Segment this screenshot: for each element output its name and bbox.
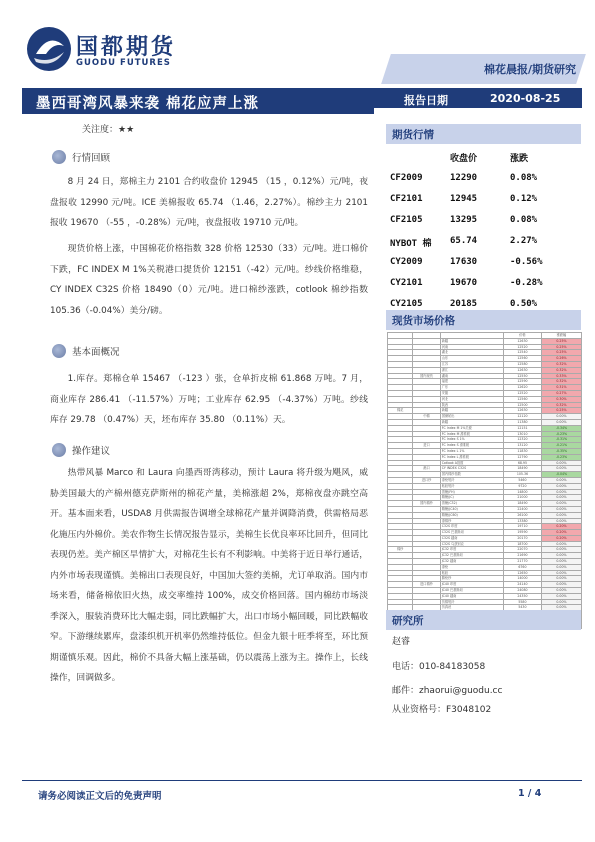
spot-name: FC Index S 滑准税 [440,443,503,449]
spot-name: CY INDEX C32S [440,466,503,472]
spot-val: 14800 [503,489,541,495]
spot-sub: 国内棉纱 [413,501,440,507]
section-advice-title: 操作建议 [72,446,111,457]
spot-val: 21770 [503,559,541,565]
attention-rating: 关注度：★★ [82,125,135,135]
spot-name: C32S 乌兹别克 [440,541,503,547]
spot-name: 浙江 [440,367,503,373]
futures-change: 0.08% [510,215,538,225]
spot-sub: 国内现货 [413,373,440,379]
spot-val: 12650 [503,570,541,576]
spot-chg: 0.00% [541,576,581,582]
spot-val: 20170 [503,535,541,541]
section-review-title: 行情回顾 [72,153,111,164]
spot-chg: 0.00% [541,483,581,489]
spot-chg: 0.25% [541,338,581,344]
spot-chg: 0.00% [541,559,581,565]
spot-val: 11380 [503,419,541,425]
spot-val: 5460 [503,477,541,483]
futures-row [386,273,581,295]
spot-chg: 0.20% [541,530,581,536]
spot-chg: 0.30% [541,396,581,402]
col-change: 涨跌 [510,154,529,164]
spot-sub: 进口纱 [413,477,440,483]
spot-cat: 棉花 [388,408,413,414]
spot-name: Cotlook A指数 [440,460,503,466]
spot-name: FC Index M 滑准税 [440,431,503,437]
spot-name: 普梳(FH) [440,489,503,495]
spot-chg: -0.34% [541,425,581,431]
spot-chg: 0.00% [541,518,581,524]
analyst-phone: 电话：010-84183058 [392,662,486,672]
spot-val: 19710 [503,524,541,530]
spot-price-table [387,332,582,629]
spot-val: 5430 [503,605,541,611]
spot-val: 24350 [503,593,541,599]
spot-chg: 0.00% [541,489,581,495]
spot-name: 湖南 [440,373,503,379]
date-value: 2020-08-25 [490,92,561,105]
spot-val: 12790 [503,454,541,460]
futures-row [386,189,581,211]
basic-paragraph: 1.库存。郑棉仓单 15467 （-123 ）张，仓单折皮棉 61.868 万吨。7 月，商业库存 286.41 （-11.57%）万吨；工业库存 62.95 （-4.37%）万吨。纱线库存 29.78 （0.47%）天，坯布库存 35.80 （0.11%）天。 [50,374,368,425]
futures-price: 12290 [450,173,478,183]
spot-name: 国内棉纱指数 [440,472,503,478]
spot-name: 涤棉纱 [440,518,503,524]
futures-price: 19670 [450,278,478,288]
spot-chg: 0.00% [541,477,581,483]
spot-chg: 0.00% [541,414,581,420]
spot-val: 12630 [503,367,541,373]
spot-chg: 0.00% [541,419,581,425]
spot-chg: 0.32% [541,379,581,385]
spot-chg: -0.31% [541,437,581,443]
spot-name: 粘胶短纤 [440,483,503,489]
spot-chg: 0.00% [541,588,581,594]
spot-name: JC32 越南 [440,559,503,565]
spot-val: 18490 [503,501,541,507]
spot-val: 21690 [503,553,541,559]
research-title: 研究所 [392,615,424,627]
futures-change: -0.28% [510,278,543,288]
spot-chg: 0.25% [541,350,581,356]
futures-name: CY2101 [390,278,423,288]
futures-name: CF2105 [390,215,423,225]
spot-chg: -0.04% [541,472,581,478]
spot-name: 山东 [440,356,503,362]
spot-name: C32S 巴基斯坦 [440,530,503,536]
spot-chg: -0.23% [541,454,581,460]
spot-name: 涤纶短纤 [440,477,503,483]
spot-val: 12580 [503,361,541,367]
spot-name: JC40 越南 [440,593,503,599]
spot-sub: 港口 [413,466,440,472]
spot-name: FC Index L 1% [440,448,503,454]
spot-val: 12560 [503,396,541,402]
spot-val: 12630 [503,408,541,414]
spot-name: FC Index L 滑准税 [440,454,503,460]
spot-val: 12151 [503,425,541,431]
spot-val: 13380 [503,518,541,524]
spot-header-cell: 价格 [503,333,541,339]
spot-chg: 0.00% [541,553,581,559]
spot-chg: 0.00% [541,506,581,512]
futures-row [386,252,581,274]
review-paragraph-2: 现货价格上涨，中国棉花价格指数 328 价格 12530（33）元/吨。进口棉价下跌，FC INDEX M 1%关税港口提货价 12151（-42）元/吨。纱线价格维稳，CY INDEX C32S 价格 18490（0）元/吨。进口棉纱涨跌，cotlook 棉纱指数 105.36（-0.04%）美分/磅。 [50,244,368,316]
spot-chg: 0.00% [541,460,581,466]
spot-chg: 0.27% [541,390,581,396]
spot-name: 河南 [440,344,503,350]
spot-val: 24140 [503,582,541,588]
bullet-icon [52,443,66,457]
section-review [52,150,110,164]
futures-name: CF2101 [390,194,423,204]
spot-name: 仿真丝 [440,605,503,611]
section-advice [52,443,110,457]
spot-chg: 0.00% [541,599,581,605]
spot-val: 12620 [503,385,541,391]
spot-sub: 进口棉纱 [413,582,440,588]
analyst-name: 赵睿 [392,637,411,647]
spot-name: 精梳(JC40) [440,506,503,512]
spot-chg: 0.00% [541,495,581,501]
review-paragraph-1: 8 月 24 日，郑棉主力 2101 合约收盘价 12945 （15 ，0.12%）元/吨，夜盘报收 12990 元/吨。ICE 美棉报收 65.74 （1.46，2.27%）。棉纱主力 2101 报收 19670 （-55 ，-0.28%）元/吨，夜盘报收 19710 元/吨。 [50,177,368,228]
spot-name: 普梳(C32) [440,501,503,507]
futures-name: NYBOT 棉 [390,239,432,249]
spot-chg: 0.25% [541,344,581,350]
logo-cn: 国都期货 [76,35,177,60]
spot-name: 河北 [440,396,503,402]
spot-chg: 0.20% [541,524,581,530]
spot-name: 精梳(JC60) [440,512,503,518]
analyst-email[interactable]: 邮件：zhaorui@guodu.cc [392,686,503,696]
futures-price: 20185 [450,299,478,309]
spot-sub: 中棉 [413,414,440,420]
spot-name: 新疆 [440,338,503,344]
spot-chg: -0.23% [541,431,581,437]
spot-val: 68.95 [503,460,541,466]
footer-disclaimer[interactable]: 请务必阅读正文后的免责声明 [38,791,162,802]
section-basic-title: 基本面概况 [72,347,120,358]
spot-val: 12590 [503,379,541,385]
spot-name: 腈纶纱 [440,576,503,582]
spot-val: 12520 [503,344,541,350]
spot-chg: 0.31% [541,385,581,391]
spot-val: 13010 [503,431,541,437]
research-header [386,610,581,630]
spot-chg: 0.00% [541,466,581,472]
spot-name: 广东 [440,385,503,391]
spot-chg: 0.33% [541,373,581,379]
spot-name: 江苏 [440,361,503,367]
spot-val: 24080 [503,588,541,594]
spot-name: 福建 [440,379,503,385]
spot-chg: 0.00% [541,547,581,553]
analyst-license: 从业资格号：F3048102 [392,705,492,715]
spot-name: FC Index S 1% [440,437,503,443]
spot-val: 22070 [503,547,541,553]
spot-val: 14000 [503,576,541,582]
spot-val: 22400 [503,506,541,512]
spot-name: 湖北 [440,350,503,356]
spot-val: 26100 [503,512,541,518]
spot-val: 12500 [503,402,541,408]
spot-val: 12120 [503,414,541,420]
futures-change: 2.27% [510,236,538,246]
advice-paragraph: 热带风暴 Marco 和 Laura 向墨西哥湾移动，预计 Laura 将升级为飓风，威胁美国最大的产棉州德克萨斯州的棉花产量，美棉涨超 2%，郑棉夜盘亦跳空高开。基本面来看，USDA8 月供需报告调增全球棉花产量并调降消费，供需格局恶化施压内外棉价。美农作物生长情况报告显示，美棉生长优良率环比回升，但同比表现仍差。美产棉区旱情扩大，对棉花生长有不利影响。中美将于近日举行通话，内外市场表现谨慎。美棉出口表现良好，中国加大签约美棉，尤订单取消。国内市场来看，储备棉依旧火热，成交率维持 100%，成交价格回落。国内棉纺市场淡季深入，服装消费环比大幅走弱，同比跌幅扩大，出口市场小幅回暖，同比跌幅收窄。下游继续累库，盘漆织机开机率仍然维持低位。但金九银十旺季将至，环比预期谨慎乐观。因此，棉价不具备大幅上涨基础，仍以震荡上涨为主。操作上，长线操作，回调做多。 [50,468,368,683]
spot-cat: 棉纱 [388,547,413,553]
spot-name: 仿棉短纤 [440,599,503,605]
spot-val: 12520 [503,390,541,396]
spot-header-cell: 涨跌幅 [541,333,581,339]
spot-val: 9720 [503,483,541,489]
spot-name: FC Index M 1%关税 [440,425,503,431]
spot-val: 21000 [503,495,541,501]
spot-name: C32S 印度 [440,524,503,530]
date-label: 报告日期 [404,94,448,107]
futures-price: 17630 [450,257,478,267]
spot-name: 新疆 [440,419,503,425]
spot-name: JC32 巴基斯坦 [440,553,503,559]
spot-val: 11830 [503,448,541,454]
page-title: 墨西哥湾风暴来袭 棉花应声上涨 [36,96,260,112]
spot-chg: 0.00% [541,593,581,599]
spot-chg: -0.21% [541,443,581,449]
footer-divider [22,780,582,781]
spot-name: 新疆 [440,408,503,414]
spot-name: 精梳(JC) [440,495,503,501]
spot-chg: 0.32% [541,361,581,367]
futures-change: 0.50% [510,299,538,309]
spot-chg: 0.00% [541,512,581,518]
spot-chg: 0.26% [541,356,581,362]
col-price: 收盘价 [450,154,478,164]
futures-header [386,124,581,144]
futures-name: CF2009 [390,173,423,183]
spot-val: 13120 [503,443,541,449]
spot-val: 12540 [503,350,541,356]
spot-val: 19590 [503,530,541,536]
futures-change: 0.12% [510,194,538,204]
spot-val: 18700 [503,541,541,547]
spot-chg: 0.32% [541,402,581,408]
spot-name: 国储轮出 [440,414,503,420]
spot-name: 涤纶 [440,564,503,570]
spot-chg: 0.00% [541,582,581,588]
futures-name: CY2009 [390,257,423,267]
spot-val: 12630 [503,338,541,344]
spot-name: 陕西 [440,402,503,408]
spot-chg: 0.00% [541,501,581,507]
spot-name: C32S 越南 [440,535,503,541]
futures-row [386,168,581,190]
spot-chg: 0.00% [541,605,581,611]
spot-val: 18490 [503,466,541,472]
spot-val: 5580 [503,599,541,605]
futures-change: 0.08% [510,173,538,183]
spot-chg: 0.25% [541,408,581,414]
futures-name: CY2105 [390,299,423,309]
futures-price: 12945 [450,194,478,204]
spot-name: JC40 巴基斯坦 [440,588,503,594]
section-basic [52,344,120,358]
spot-chg: 0.00% [541,564,581,570]
futures-change: -0.56% [510,257,543,267]
spot-val: 6760 [503,564,541,570]
page-number: 1 / 4 [518,788,542,799]
spot-val: 12320 [503,437,541,443]
futures-title: 期货行情 [392,129,434,141]
spot-chg: 0.00% [541,541,581,547]
futures-row [386,210,581,232]
spot-sub: 进口 [413,443,440,449]
futures-price: 65.74 [450,236,478,246]
futures-col-header [386,146,581,168]
spot-header [386,310,581,330]
spot-name: 安徽 [440,390,503,396]
bullet-icon [52,344,66,358]
logo-en: GUODU FUTURES [76,58,171,68]
futures-row [386,231,581,253]
spot-chg: 0.32% [541,367,581,373]
spot-chg: 0.00% [541,570,581,576]
spot-title: 现货市场价格 [392,315,455,327]
spot-val: 12560 [503,356,541,362]
futures-price: 13295 [450,215,478,225]
spot-name: 粘胶 [440,570,503,576]
guodu-logo-icon [24,24,74,74]
spot-val: 12550 [503,373,541,379]
spot-name: JC40 印度 [440,582,503,588]
spot-chg: -0.35% [541,448,581,454]
spot-name: JC32 印度 [440,547,503,553]
report-tag: 棉花晨报/期货研究 [483,63,576,76]
spot-chg: 0.20% [541,535,581,541]
bullet-icon [52,150,66,164]
spot-val: 105.36 [503,472,541,478]
